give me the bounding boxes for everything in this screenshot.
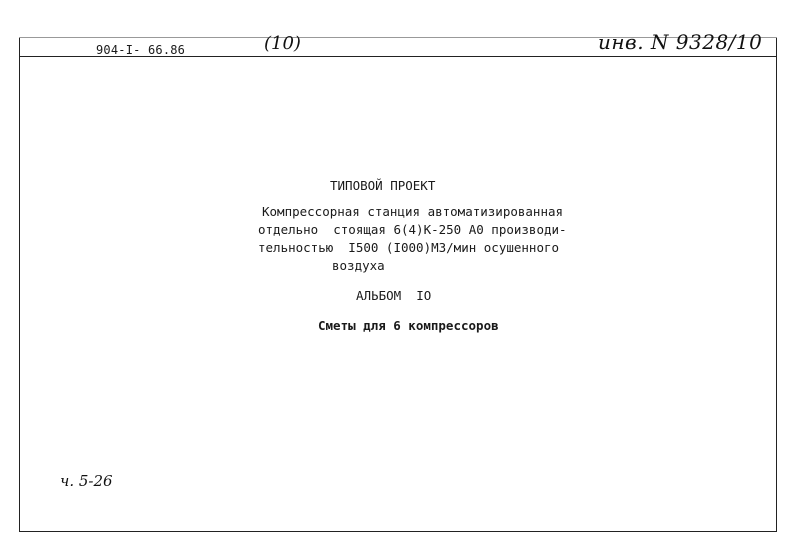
document-code: 904-I- 66.86 — [96, 43, 186, 57]
part-note: ч. 5-26 — [60, 472, 113, 490]
drawing-frame — [19, 37, 777, 532]
title-line-4: воздуха — [332, 258, 385, 273]
sheet-number: (10) — [264, 33, 301, 54]
title-line-2: отдельно стоящая 6(4)К-250 А0 производи- — [258, 222, 567, 237]
inventory-number: инв. N 9328/10 — [598, 30, 763, 54]
title-line-3: тельностью I500 (I000)М3/мин осушенного — [258, 240, 560, 255]
project-heading: ТИПОВОЙ ПРОЕКТ — [330, 178, 436, 193]
title-line-1: Компрессорная станция автоматизированная — [262, 204, 564, 219]
album-label: АЛЬБОМ IO — [356, 288, 432, 303]
album-subtitle: Сметы для 6 компрессоров — [318, 318, 499, 333]
